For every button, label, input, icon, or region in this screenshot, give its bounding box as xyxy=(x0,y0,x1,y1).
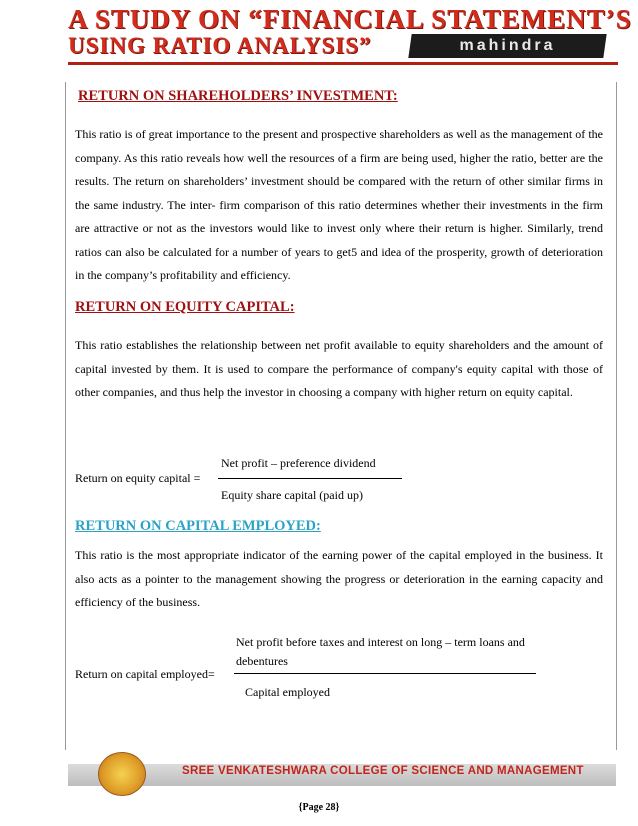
college-emblem-icon xyxy=(98,752,146,796)
logo-text: mahindra xyxy=(459,37,556,54)
equity-fraction-line xyxy=(218,478,402,479)
page-border-left xyxy=(65,82,66,750)
header-title-line1: A STUDY ON “FINANCIAL STATEMENT’S xyxy=(68,4,632,34)
paragraph-shareholders: This ratio is of great importance to the present and prospective shareholders as well as the management of the company. As this ratio reveals how well the resources of a firm are being used, higher the ratio, better are the results. The return on shareholders’ investment should be compared with the return of other similar firms in the same industry. The inter- firm comparison of this ratio determines whether their investments in the firm are attractive or not as the investors would like to invest only where their return is higher. Similarly, trend ratios can also be calculated for a number of years to get5 and idea of the prosperity, growth of deterioration in the company’s profitability and efficiency. xyxy=(75,127,603,282)
header-title-line2: USING RATIO ANALYSIS” xyxy=(68,33,372,58)
equity-formula-label: Return on equity capital = xyxy=(75,471,201,485)
capital-formula-label: Return on capital employed= xyxy=(75,667,215,681)
mahindra-logo xyxy=(408,34,606,58)
equity-formula-denominator: Equity share capital (paid up) xyxy=(221,488,363,502)
college-name: SREE VENKATESHWARA COLLEGE OF SCIENCE AND MANAGEMENT xyxy=(182,765,584,777)
footer-banner xyxy=(68,752,616,802)
equity-formula-numerator: Net profit – preference dividend xyxy=(221,456,376,470)
heading-return-on-capital-employed: RETURN ON CAPITAL EMPLOYED: xyxy=(75,518,321,534)
page-border-right xyxy=(616,82,617,750)
capital-formula-numerator-line2: debentures xyxy=(236,654,288,668)
heading-return-on-equity-capital: RETURN ON EQUITY CAPITAL: xyxy=(75,299,295,315)
capital-formula-numerator-line1: Net profit before taxes and interest on long – term loans and xyxy=(236,635,525,649)
page-number: {Page 28} xyxy=(298,802,340,813)
paragraph-capital-employed: This ratio is the most appropriate indicator of the earning power of the capital employed in the business. It also acts as a pointer to the management showing the progress or deterioration in the earning capacity and efficiency of the business. xyxy=(75,548,603,609)
heading-return-on-shareholders-investment: RETURN ON SHAREHOLDERS’ INVESTMENT: xyxy=(78,88,398,104)
header-rule xyxy=(68,62,618,65)
capital-fraction-line xyxy=(234,673,536,674)
capital-formula-denominator: Capital employed xyxy=(245,685,330,699)
paragraph-equity: This ratio establishes the relationship between net profit available to equity shareholders and the amount of capital invested by them. It is used to compare the performance of company's equity capital with those of other companies, and thus help the investor in choosing a company with higher return on equity capital. xyxy=(75,338,603,399)
header-banner xyxy=(0,0,638,80)
